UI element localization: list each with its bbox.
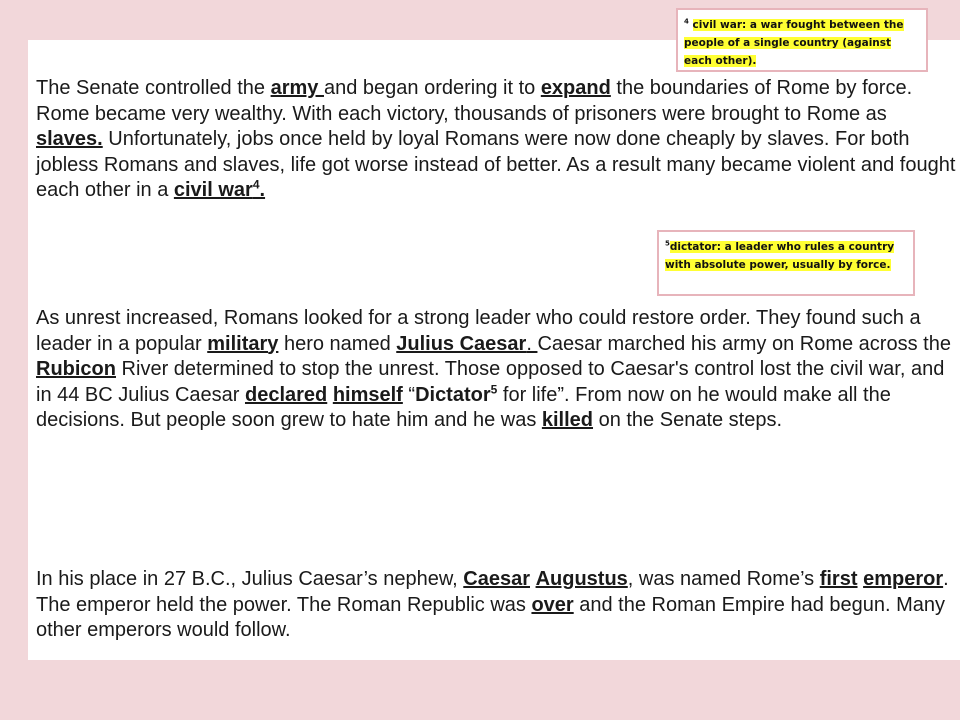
text: the boundaries of Rome by force. Rome became very wealthy. With each victory, thousands of prisoners were brought to Rome as [36, 77, 913, 125]
term-expand: expand [540, 77, 611, 99]
paragraph-senate [36, 76, 956, 204]
footnote-civil-war [676, 8, 928, 72]
civil-war-period: . [259, 179, 266, 201]
term-slaves: slaves. [36, 128, 103, 150]
term-over: over [531, 593, 574, 616]
footnote-number: 5 [665, 239, 670, 248]
text: . The emperor held the power. The Roman Republic was [36, 568, 949, 616]
term-himself: himself [332, 383, 403, 406]
footnote-number: 4 [684, 17, 689, 26]
text: River determined to stop the unrest. Those opposed to Caesar's control lost the civil war, and in 44 BC Julius Caesar [36, 358, 945, 406]
text: , was named Rome’s [627, 568, 820, 590]
text: Caesar marched his army on Rome across the [537, 332, 951, 355]
text: As unrest increased, Romans looked for a strong leader who could restore order. They found such a leader in a popular [36, 307, 921, 355]
text: on the Senate steps. [593, 409, 783, 431]
civil-war-text: civil war [173, 179, 253, 201]
footnote-ref-5: 5 [490, 381, 498, 396]
term-declared: declared [244, 383, 328, 406]
text: for life”. From now on he would make all the decisions. But people soon grew to hate him and he was [36, 383, 891, 431]
term-emperor: emperor [863, 568, 944, 590]
paragraph-augustus [36, 567, 956, 644]
term-rubicon: Rubicon [36, 358, 116, 380]
footnote-text: dictator: a leader who rules a country with absolute power, usually by force. [665, 241, 895, 271]
term-military: military [207, 332, 279, 355]
term-civil-war [174, 179, 265, 201]
term-caesar: Caesar [463, 568, 530, 590]
term-killed: killed [541, 409, 594, 431]
paragraph-caesar [36, 306, 956, 434]
dictator-text: Dictator [415, 383, 491, 406]
julius-caesar-period: . [526, 332, 538, 355]
term-dictator [415, 381, 498, 406]
text: hero named [278, 332, 397, 355]
term-first: first [819, 568, 858, 590]
text: “ [402, 383, 416, 406]
footnote-text: civil war: a war fought between the people of a single country (against each other). [684, 19, 904, 67]
term-julius-caesar [396, 333, 537, 355]
text: and the Roman Empire had begun. Many other emperors would follow. [36, 593, 946, 641]
term-army: army [270, 77, 324, 99]
term-augustus: Augustus [535, 568, 628, 590]
text: and began ordering it to [323, 77, 541, 99]
julius-caesar-text: Julius Caesar [396, 332, 527, 355]
text: In his place in 27 B.C., Julius Caesar’s nephew, [36, 568, 464, 590]
text: The Senate controlled the [36, 77, 271, 99]
footnote-dictator [657, 230, 915, 296]
footnote-ref-4: 4 [252, 177, 260, 192]
text: Unfortunately, jobs once held by loyal Romans were now done cheaply by slaves. For both jobless Romans and slaves, life got worse instead of better. As a result many became violent and fought each other in a [36, 128, 956, 201]
